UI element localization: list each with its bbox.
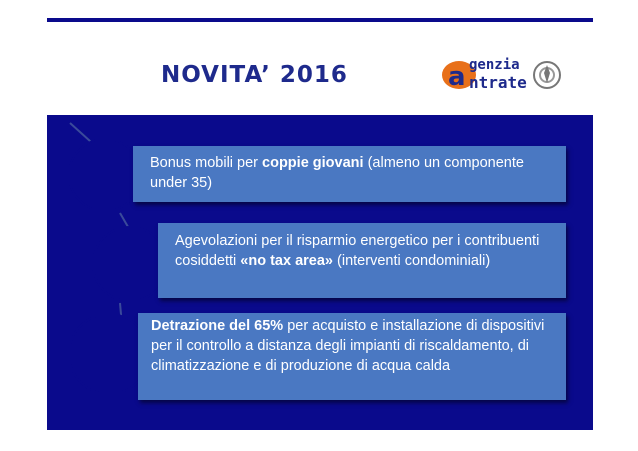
item-text-after: (interventi condominiali) (333, 253, 491, 269)
list-item (133, 146, 566, 202)
item-text-after: per acquisto e installazione di dispositivi per il controllo a distanza degli impianti di riscaldamento, di climatizzazione e di produzione di acqua calda (151, 318, 545, 374)
list-item (158, 223, 566, 298)
item-bold: coppie giovani (262, 155, 364, 171)
item-text-before: Bonus mobili per (150, 155, 263, 171)
bullet-circle (68, 138, 142, 212)
list-item (138, 313, 566, 400)
item-bold: Detrazione del 65% (151, 318, 284, 334)
agenzia-entrate-logo (439, 49, 563, 97)
item-text-before: Agevolazioni per il risparmio energetico per i contribuenti cosiddetti (175, 233, 540, 269)
item-bold: «no tax area» (240, 253, 333, 269)
item-text-after: (almeno un componente under 35) (150, 155, 524, 191)
slide-header (47, 18, 593, 115)
bullet-circle (92, 226, 168, 302)
svg-text:a: a (448, 62, 466, 92)
logo-line-1: genzia (469, 57, 520, 73)
logo-line-2: ntrate (469, 73, 527, 92)
slide-title: NOVITA’ 2016 (161, 62, 348, 88)
